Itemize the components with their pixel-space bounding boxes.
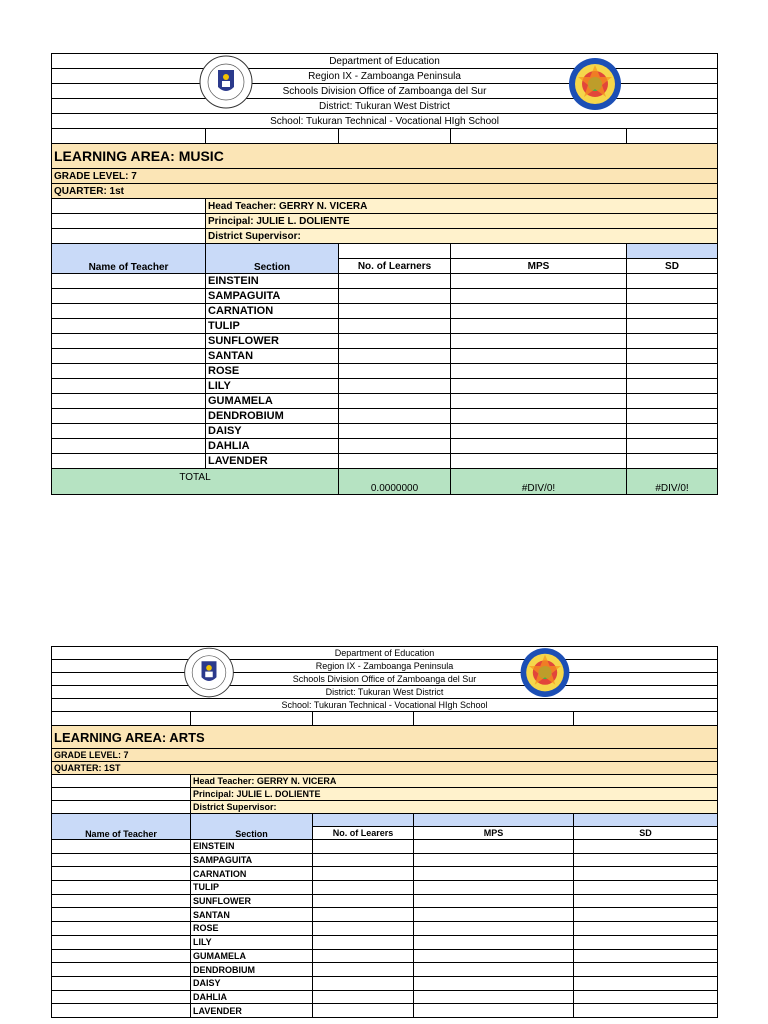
section-name: SAMPAGUITA <box>191 853 313 867</box>
learners-cell <box>313 1004 414 1018</box>
section-name: SAMPAGUITA <box>206 289 339 304</box>
mps-cell <box>414 853 574 867</box>
learning-area: LEARNING AREA: MUSIC <box>52 144 718 169</box>
quarter: QUARTER: 1ST <box>52 762 718 775</box>
learners-cell <box>313 908 414 922</box>
table-row <box>52 840 718 854</box>
sd-cell <box>627 394 718 409</box>
district-line: District: Tukuran West District <box>52 99 718 114</box>
learners-cell <box>339 379 451 394</box>
learners-cell <box>313 840 414 854</box>
district-line: District: Tukuran West District <box>52 686 718 699</box>
mps-cell <box>414 908 574 922</box>
mps-cell <box>451 319 627 334</box>
table-row <box>52 853 718 867</box>
section-name: SUNFLOWER <box>191 894 313 908</box>
deped-seal-logo <box>180 647 238 699</box>
section-name: SANTAN <box>191 908 313 922</box>
teacher-cell <box>52 304 206 319</box>
learners-cell <box>313 935 414 949</box>
teacher-cell <box>52 935 191 949</box>
table-row <box>52 424 718 439</box>
table-row <box>52 867 718 881</box>
teacher-cell <box>52 840 191 854</box>
learners-cell <box>339 454 451 469</box>
learners-cell <box>313 894 414 908</box>
col-sd: SD <box>574 827 718 840</box>
teacher-cell <box>52 853 191 867</box>
teacher-cell <box>52 334 206 349</box>
mps-cell <box>414 1004 574 1018</box>
sd-cell <box>574 922 718 936</box>
dept-line: Department of Education <box>52 647 718 660</box>
table-row <box>52 409 718 424</box>
col-section: Section <box>191 814 313 840</box>
table-row <box>52 379 718 394</box>
table-row <box>52 349 718 364</box>
sd-cell <box>574 908 718 922</box>
total-learners: 0.0000000 <box>339 469 451 495</box>
mps-cell <box>451 379 627 394</box>
learners-cell <box>339 334 451 349</box>
learners-cell <box>339 319 451 334</box>
sd-cell <box>627 304 718 319</box>
sd-cell <box>627 289 718 304</box>
teacher-cell <box>52 289 206 304</box>
table-row <box>52 963 718 977</box>
quarter: QUARTER: 1st <box>52 184 718 199</box>
sd-cell <box>574 853 718 867</box>
total-label: TOTAL <box>52 469 339 495</box>
learners-cell <box>339 304 451 319</box>
section-name: LAVENDER <box>191 1004 313 1018</box>
section-name: SUNFLOWER <box>206 334 339 349</box>
sd-cell <box>627 334 718 349</box>
sd-cell <box>574 881 718 895</box>
mps-cell <box>414 867 574 881</box>
mps-cell <box>451 304 627 319</box>
sd-cell <box>627 439 718 454</box>
learners-cell <box>339 394 451 409</box>
table-row <box>52 364 718 379</box>
section-name: LILY <box>191 935 313 949</box>
table-row <box>52 881 718 895</box>
teacher-cell <box>52 922 191 936</box>
region-line: Region IX - Zamboanga Peninsula <box>52 660 718 673</box>
section-name: ROSE <box>191 922 313 936</box>
teacher-cell <box>52 454 206 469</box>
sd-cell <box>574 963 718 977</box>
division-line: Schools Division Office of Zamboanga del Sur <box>52 84 718 99</box>
col-sd: SD <box>627 259 718 274</box>
mps-cell <box>414 949 574 963</box>
head-teacher: Head Teacher: GERRY N. VICERA <box>191 775 718 788</box>
division-seal-logo <box>562 57 628 112</box>
sd-cell <box>627 454 718 469</box>
teacher-cell <box>52 949 191 963</box>
table-row <box>52 439 718 454</box>
mps-cell <box>414 990 574 1004</box>
teacher-cell <box>52 319 206 334</box>
col-mps: MPS <box>451 259 627 274</box>
teacher-cell <box>52 990 191 1004</box>
table-row <box>52 304 718 319</box>
teacher-cell <box>52 908 191 922</box>
table-row <box>52 454 718 469</box>
col-no-of-learners: No. of Learers <box>313 827 414 840</box>
music-report-table <box>51 53 718 495</box>
col-section: Section <box>206 244 339 274</box>
learners-cell <box>339 424 451 439</box>
learners-cell <box>313 963 414 977</box>
table-row <box>52 990 718 1004</box>
table-row <box>52 289 718 304</box>
sd-cell <box>574 894 718 908</box>
mps-cell <box>451 439 627 454</box>
teacher-cell <box>52 379 206 394</box>
section-name: CARNATION <box>206 304 339 319</box>
table-row <box>52 1004 718 1018</box>
section-name: DAISY <box>191 976 313 990</box>
mps-cell <box>451 364 627 379</box>
teacher-cell <box>52 881 191 895</box>
mps-cell <box>451 394 627 409</box>
table-row <box>52 394 718 409</box>
mps-cell <box>414 963 574 977</box>
mps-cell <box>414 935 574 949</box>
mps-cell <box>414 922 574 936</box>
table-row <box>52 274 718 289</box>
sd-cell <box>574 935 718 949</box>
mps-cell <box>451 289 627 304</box>
sd-cell <box>627 409 718 424</box>
sd-cell <box>627 349 718 364</box>
sd-cell <box>574 867 718 881</box>
table-row <box>52 334 718 349</box>
sd-cell <box>627 319 718 334</box>
division-seal-logo <box>514 647 576 699</box>
learners-cell <box>339 439 451 454</box>
head-teacher: Head Teacher: GERRY N. VICERA <box>206 199 718 214</box>
section-name: EINSTEIN <box>191 840 313 854</box>
section-name: LAVENDER <box>206 454 339 469</box>
arts-report-table <box>51 646 718 1018</box>
mps-cell <box>414 976 574 990</box>
sd-cell <box>574 840 718 854</box>
section-name: DAHLIA <box>206 439 339 454</box>
mps-cell <box>414 881 574 895</box>
table-row <box>52 908 718 922</box>
mps-cell <box>414 840 574 854</box>
col-mps: MPS <box>414 827 574 840</box>
mps-cell <box>414 894 574 908</box>
section-name: EINSTEIN <box>206 274 339 289</box>
teacher-cell <box>52 349 206 364</box>
learners-cell <box>339 274 451 289</box>
mps-cell <box>451 334 627 349</box>
sd-cell <box>627 424 718 439</box>
section-name: CARNATION <box>191 867 313 881</box>
principal: Principal: JULIE L. DOLIENTE <box>191 788 718 801</box>
school-line: School: Tukuran Technical - Vocational HIgh School <box>52 699 718 712</box>
section-name: ROSE <box>206 364 339 379</box>
teacher-cell <box>52 976 191 990</box>
teacher-cell <box>52 394 206 409</box>
learners-cell <box>339 289 451 304</box>
teacher-cell <box>52 439 206 454</box>
section-name: TULIP <box>191 881 313 895</box>
section-name: DENDROBIUM <box>191 963 313 977</box>
section-name: LILY <box>206 379 339 394</box>
section-name: SANTAN <box>206 349 339 364</box>
dept-line: Department of Education <box>52 54 718 69</box>
table-row <box>52 949 718 963</box>
section-name: DAISY <box>206 424 339 439</box>
learners-cell <box>313 853 414 867</box>
teacher-cell <box>52 894 191 908</box>
col-name-of-teacher: Name of Teacher <box>52 244 206 274</box>
learners-cell <box>339 349 451 364</box>
table-row <box>52 922 718 936</box>
sd-cell <box>574 1004 718 1018</box>
sd-cell <box>627 379 718 394</box>
teacher-cell <box>52 963 191 977</box>
total-mps: #DIV/0! <box>451 469 627 495</box>
region-line: Region IX - Zamboanga Peninsula <box>52 69 718 84</box>
teacher-cell <box>52 409 206 424</box>
section-name: GUMAMELA <box>206 394 339 409</box>
teacher-cell <box>52 364 206 379</box>
principal: Principal: JULIE L. DOLIENTE <box>206 214 718 229</box>
learners-cell <box>313 867 414 881</box>
sd-cell <box>627 274 718 289</box>
mps-cell <box>451 349 627 364</box>
learners-cell <box>313 990 414 1004</box>
teacher-cell <box>52 274 206 289</box>
table-row <box>52 894 718 908</box>
teacher-cell <box>52 424 206 439</box>
sd-cell <box>574 976 718 990</box>
teacher-cell <box>52 867 191 881</box>
deped-seal-logo <box>195 55 257 110</box>
district-supervisor: District Supervisor: <box>206 229 718 244</box>
mps-cell <box>451 274 627 289</box>
mps-cell <box>451 454 627 469</box>
mps-cell <box>451 424 627 439</box>
learners-cell <box>339 364 451 379</box>
col-no-of-learners: No. of Learners <box>339 259 451 274</box>
teacher-cell <box>52 1004 191 1018</box>
section-name: GUMAMELA <box>191 949 313 963</box>
learners-cell <box>313 922 414 936</box>
section-name: DENDROBIUM <box>206 409 339 424</box>
school-line: School: Tukuran Technical - Vocational HIgh School <box>52 114 718 129</box>
grade-level: GRADE LEVEL: 7 <box>52 169 718 184</box>
division-line: Schools Division Office of Zamboanga del Sur <box>52 673 718 686</box>
learners-cell <box>313 949 414 963</box>
learners-cell <box>313 976 414 990</box>
learners-cell <box>339 409 451 424</box>
sd-cell <box>574 990 718 1004</box>
table-row <box>52 319 718 334</box>
col-name-of-teacher: Name of Teacher <box>52 814 191 840</box>
total-sd: #DIV/0! <box>627 469 718 495</box>
section-name: TULIP <box>206 319 339 334</box>
section-name: DAHLIA <box>191 990 313 1004</box>
district-supervisor: District Supervisor: <box>191 801 718 814</box>
sd-cell <box>627 364 718 379</box>
mps-cell <box>451 409 627 424</box>
table-row <box>52 935 718 949</box>
learners-cell <box>313 881 414 895</box>
learning-area: LEARNING AREA: ARTS <box>52 726 718 749</box>
sd-cell <box>574 949 718 963</box>
grade-level: GRADE LEVEL: 7 <box>52 749 718 762</box>
table-row <box>52 976 718 990</box>
